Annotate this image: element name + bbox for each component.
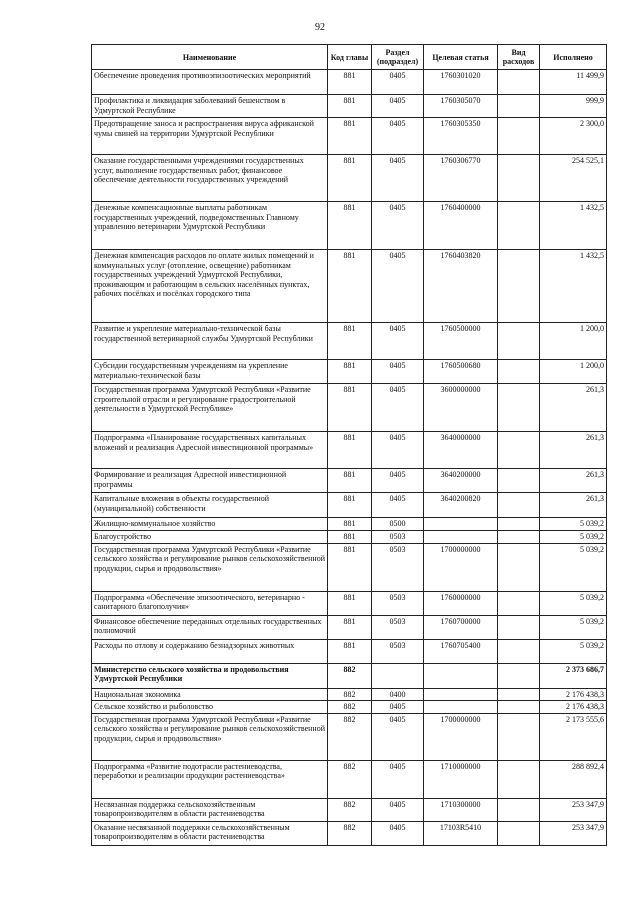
row-target-article-cell: [424, 701, 498, 714]
row-executed-cell: 5 039,2: [540, 543, 607, 591]
row-executed-cell: 1 432,5: [540, 202, 607, 250]
table-row: [92, 798, 607, 821]
row-executed-cell: 261,3: [540, 432, 607, 469]
row-expense-type-cell: [498, 493, 540, 518]
row-target-article-cell: 1760403820: [424, 250, 498, 323]
row-name-cell: Государственная программа Удмуртской Республики «Развитие сельского хозяйства и регулирование рынков сельскохозяйственной продукции, сырья и продовольствия»: [92, 713, 328, 760]
row-executed-cell: 1 432,5: [540, 250, 607, 323]
row-executed-cell: 2 300,0: [540, 118, 607, 155]
row-name-cell: Сельское хозяйство и рыболовство: [92, 701, 328, 714]
row-executed-cell: 2 373 686,7: [540, 663, 607, 688]
row-chapter-code-cell: 881: [328, 615, 372, 639]
row-expense-type-cell: [498, 701, 540, 714]
row-name-cell: Государственная программа Удмуртской Республики «Развитие сельского хозяйства и регулирование рынков сельскохозяйственной продукции, сырья и продовольствия»: [92, 543, 328, 591]
row-chapter-code-cell: 881: [328, 543, 372, 591]
row-expense-type-cell: [498, 531, 540, 544]
row-chapter-code-cell: 882: [328, 760, 372, 798]
row-section-cell: 0405: [372, 118, 424, 155]
row-name-cell: Министерство сельского хозяйства и продовольствия Удмуртской Республики: [92, 663, 328, 688]
header-chapter-code: Код главы: [328, 45, 372, 70]
row-executed-cell: 288 892,4: [540, 760, 607, 798]
table-row: [92, 323, 607, 360]
row-target-article-cell: 1760306770: [424, 155, 498, 202]
header-section: Раздел (подраздел): [372, 45, 424, 70]
row-expense-type-cell: [498, 250, 540, 323]
row-section-cell: 0503: [372, 531, 424, 544]
table-row: [92, 518, 607, 531]
row-executed-cell: 2 176 438,3: [540, 688, 607, 701]
row-target-article-cell: 17103R5410: [424, 821, 498, 845]
row-section-cell: 0405: [372, 432, 424, 469]
table-row: [92, 615, 607, 639]
row-section-cell: 0405: [372, 70, 424, 95]
row-chapter-code-cell: 881: [328, 639, 372, 663]
table-row: [92, 760, 607, 798]
row-target-article-cell: 3640200000: [424, 469, 498, 493]
row-name-cell: Оказание государственными учреждениями государственных услуг, выполнение государственных работ, финансовое обеспечение деятельности государственных учреждений: [92, 155, 328, 202]
row-expense-type-cell: [498, 713, 540, 760]
row-target-article-cell: 1760301020: [424, 70, 498, 95]
table-row: [92, 663, 607, 688]
row-section-cell: 0405: [372, 493, 424, 518]
row-target-article-cell: 3640000000: [424, 432, 498, 469]
row-executed-cell: 5 039,2: [540, 639, 607, 663]
row-chapter-code-cell: 881: [328, 384, 372, 432]
row-target-article-cell: 1760705400: [424, 639, 498, 663]
row-expense-type-cell: [498, 95, 540, 118]
row-target-article-cell: 1760500000: [424, 323, 498, 360]
row-expense-type-cell: [498, 384, 540, 432]
row-section-cell: 0405: [372, 713, 424, 760]
row-section-cell: [372, 663, 424, 688]
row-expense-type-cell: [498, 821, 540, 845]
row-target-article-cell: 1700000000: [424, 713, 498, 760]
row-chapter-code-cell: 881: [328, 591, 372, 615]
row-target-article-cell: 1760400000: [424, 202, 498, 250]
row-name-cell: Субсидии государственным учреждениям на укрепление материально-технической базы: [92, 360, 328, 384]
row-chapter-code-cell: 882: [328, 798, 372, 821]
row-executed-cell: 1 200,0: [540, 360, 607, 384]
row-target-article-cell: 1710000000: [424, 760, 498, 798]
row-target-article-cell: [424, 518, 498, 531]
row-name-cell: Жилищно-коммунальное хозяйство: [92, 518, 328, 531]
table-row: [92, 591, 607, 615]
row-section-cell: 0405: [372, 798, 424, 821]
table-row: [92, 713, 607, 760]
row-chapter-code-cell: 882: [328, 713, 372, 760]
row-executed-cell: 261,3: [540, 493, 607, 518]
row-expense-type-cell: [498, 155, 540, 202]
table-row: [92, 639, 607, 663]
table-row: [92, 155, 607, 202]
budget-table: [91, 44, 607, 846]
row-name-cell: Капитальные вложения в объекты государственной (муниципальной) собственности: [92, 493, 328, 518]
row-expense-type-cell: [498, 469, 540, 493]
row-executed-cell: 5 039,2: [540, 531, 607, 544]
row-section-cell: 0405: [372, 469, 424, 493]
row-executed-cell: 261,3: [540, 469, 607, 493]
row-expense-type-cell: [498, 591, 540, 615]
row-executed-cell: 254 525,1: [540, 155, 607, 202]
table-row: [92, 360, 607, 384]
row-chapter-code-cell: 881: [328, 323, 372, 360]
row-name-cell: Финансовое обеспечение переданных отдельных государственных полномочий: [92, 615, 328, 639]
row-chapter-code-cell: 881: [328, 360, 372, 384]
row-chapter-code-cell: 882: [328, 688, 372, 701]
row-chapter-code-cell: 881: [328, 469, 372, 493]
row-chapter-code-cell: 882: [328, 663, 372, 688]
table-row: [92, 432, 607, 469]
table-row: [92, 95, 607, 118]
row-expense-type-cell: [498, 639, 540, 663]
row-chapter-code-cell: 881: [328, 531, 372, 544]
row-section-cell: 0405: [372, 821, 424, 845]
table-row: [92, 70, 607, 95]
row-chapter-code-cell: 881: [328, 202, 372, 250]
table-row: [92, 543, 607, 591]
row-chapter-code-cell: 881: [328, 118, 372, 155]
row-section-cell: 0405: [372, 760, 424, 798]
row-section-cell: 0400: [372, 688, 424, 701]
row-section-cell: 0405: [372, 360, 424, 384]
header-executed: Исполнено: [540, 45, 607, 70]
row-executed-cell: 5 039,2: [540, 615, 607, 639]
row-section-cell: 0405: [372, 384, 424, 432]
row-expense-type-cell: [498, 760, 540, 798]
row-executed-cell: 2 176 438,3: [540, 701, 607, 714]
row-target-article-cell: 1760000000: [424, 591, 498, 615]
row-executed-cell: 11 499,9: [540, 70, 607, 95]
table-row: [92, 821, 607, 845]
header-name: Наименование: [92, 45, 328, 70]
row-name-cell: Несвязанная поддержка сельскохозяйственным товаропроизводителям в области растениеводства: [92, 798, 328, 821]
row-executed-cell: 253 347,9: [540, 821, 607, 845]
row-expense-type-cell: [498, 615, 540, 639]
table-row: [92, 531, 607, 544]
row-expense-type-cell: [498, 118, 540, 155]
row-section-cell: 0405: [372, 202, 424, 250]
table-row: [92, 493, 607, 518]
row-target-article-cell: 1700000000: [424, 543, 498, 591]
row-target-article-cell: [424, 663, 498, 688]
row-name-cell: Расходы по отлову и содержанию безнадзорных животных: [92, 639, 328, 663]
row-executed-cell: 5 039,2: [540, 518, 607, 531]
header-expense-type: Вид расходов: [498, 45, 540, 70]
row-name-cell: Развитие и укрепление материально-технической базы государственной ветеринарной службы Удмуртской Республики: [92, 323, 328, 360]
row-expense-type-cell: [498, 663, 540, 688]
row-name-cell: Оказание несвязанной поддержки сельскохозяйственным товаропроизводителям в области растениеводства: [92, 821, 328, 845]
row-name-cell: Обеспечение проведения противоэпизоотических мероприятий: [92, 70, 328, 95]
row-section-cell: 0405: [372, 701, 424, 714]
row-chapter-code-cell: 882: [328, 821, 372, 845]
row-target-article-cell: [424, 688, 498, 701]
table-row: [92, 469, 607, 493]
table-row: [92, 384, 607, 432]
row-name-cell: Подпрограмма «Планирование государственных капитальных вложений и реализация Адресной инвестиционной программы»: [92, 432, 328, 469]
row-name-cell: Денежная компенсация расходов по оплате жилых помещений и коммунальных услуг (отопление, освещение) работникам государственных учреждений Удмуртской Республики, проживающим и работающим в сельских населённых пунктах, рабочих посёлках и посёлках городского типа: [92, 250, 328, 323]
table-row: [92, 202, 607, 250]
row-section-cell: 0405: [372, 95, 424, 118]
row-chapter-code-cell: 881: [328, 432, 372, 469]
row-chapter-code-cell: 881: [328, 518, 372, 531]
row-target-article-cell: 1760305350: [424, 118, 498, 155]
row-expense-type-cell: [498, 798, 540, 821]
row-section-cell: 0503: [372, 543, 424, 591]
row-executed-cell: 253 347,9: [540, 798, 607, 821]
table-header-row: [92, 45, 607, 70]
row-expense-type-cell: [498, 432, 540, 469]
row-executed-cell: 261,3: [540, 384, 607, 432]
row-section-cell: 0503: [372, 615, 424, 639]
row-expense-type-cell: [498, 323, 540, 360]
row-chapter-code-cell: 881: [328, 70, 372, 95]
row-section-cell: 0503: [372, 591, 424, 615]
row-name-cell: Профилактика и ликвидация заболеваний бешенством в Удмуртской Республике: [92, 95, 328, 118]
row-chapter-code-cell: 882: [328, 701, 372, 714]
row-name-cell: Национальная экономика: [92, 688, 328, 701]
table-row: [92, 118, 607, 155]
row-executed-cell: 1 200,0: [540, 323, 607, 360]
row-expense-type-cell: [498, 70, 540, 95]
row-name-cell: Подпрограмма «Развитие подотрасли растениеводства, переработки и реализации продукции растениеводства»: [92, 760, 328, 798]
row-name-cell: Формирование и реализация Адресной инвестиционной программы: [92, 469, 328, 493]
row-target-article-cell: 1760305070: [424, 95, 498, 118]
row-target-article-cell: 3600000000: [424, 384, 498, 432]
row-section-cell: 0405: [372, 250, 424, 323]
row-section-cell: 0405: [372, 323, 424, 360]
row-target-article-cell: 1760700000: [424, 615, 498, 639]
row-chapter-code-cell: 881: [328, 155, 372, 202]
row-target-article-cell: [424, 531, 498, 544]
row-chapter-code-cell: 881: [328, 493, 372, 518]
header-target-article: Целевая статья: [424, 45, 498, 70]
row-target-article-cell: 3640200820: [424, 493, 498, 518]
table-row: [92, 701, 607, 714]
row-name-cell: Благоустройство: [92, 531, 328, 544]
row-expense-type-cell: [498, 518, 540, 531]
row-executed-cell: 2 173 555,6: [540, 713, 607, 760]
row-name-cell: Подпрограмма «Обеспечение эпизоотического, ветеринарно - санитарного благополучия»: [92, 591, 328, 615]
row-name-cell: Денежные компенсационные выплаты работникам государственных учреждений, подведомственных Главному управлению ветеринарии Удмуртской Республики: [92, 202, 328, 250]
table-row: [92, 250, 607, 323]
row-expense-type-cell: [498, 543, 540, 591]
row-target-article-cell: 1760500680: [424, 360, 498, 384]
row-section-cell: 0405: [372, 155, 424, 202]
row-expense-type-cell: [498, 688, 540, 701]
page-number: 92: [315, 22, 325, 33]
table-body: [92, 70, 607, 846]
row-name-cell: Государственная программа Удмуртской Республики «Развитие строительной отрасли и регулирование градостроительной деятельности в Удмуртской Республике»: [92, 384, 328, 432]
row-chapter-code-cell: 881: [328, 250, 372, 323]
row-expense-type-cell: [498, 202, 540, 250]
row-target-article-cell: 1710300000: [424, 798, 498, 821]
row-section-cell: 0500: [372, 518, 424, 531]
row-name-cell: Предотвращение заноса и распространения вируса африканской чумы свиней на территории Удмуртской Республики: [92, 118, 328, 155]
row-chapter-code-cell: 881: [328, 95, 372, 118]
row-executed-cell: 5 039,2: [540, 591, 607, 615]
row-section-cell: 0503: [372, 639, 424, 663]
row-expense-type-cell: [498, 360, 540, 384]
table-row: [92, 688, 607, 701]
row-executed-cell: 999,9: [540, 95, 607, 118]
